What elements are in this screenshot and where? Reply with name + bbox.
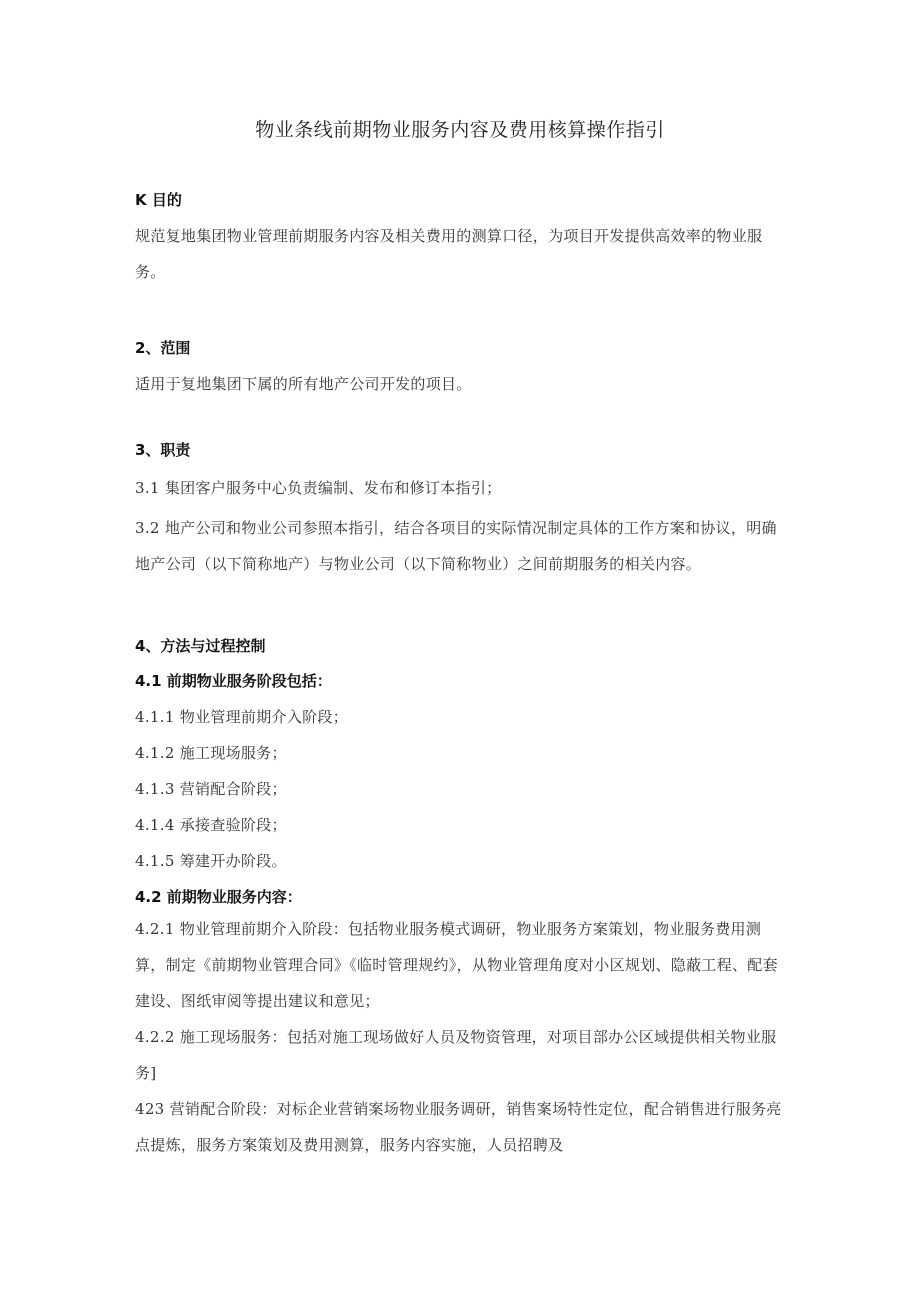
section-4-1-1: 4.1.1 物业管理前期介入阶段； [135, 708, 349, 726]
document-title: 物业条线前期物业服务内容及费用核算操作指引 [255, 119, 665, 141]
section-3-2: 3.2 地产公司和物业公司参照本指引，结合各项目的实际情况制定具体的工作方案和协议，明确地产公司（以下简称地产）与物业公司（以下简称物业）之间前期服务的相关内容。 [135, 519, 777, 573]
section-3-heading: 3、职责 [135, 441, 191, 459]
section-4-2-heading: 4.2 前期物业服务内容： [135, 888, 302, 906]
section-4-1-4: 4.1.4 承接查验阶段； [135, 816, 287, 834]
section-4-1-5: 4.1.5 筹建开办阶段。 [135, 852, 287, 870]
section-1-heading: K 目的 [135, 191, 182, 209]
section-4-1-2: 4.1.2 施工现场服务； [135, 744, 287, 762]
section-4-heading: 4、方法与过程控制 [135, 637, 266, 655]
section-4-1-heading: 4.1 前期物业服务阶段包括： [135, 672, 332, 690]
section-2-body: 适用于复地集团下属的所有地产公司开发的项目。 [135, 375, 472, 393]
section-4-2-1: 4.2.1 物业管理前期介入阶段：包括物业服务模式调研，物业服务方案策划，物业服务费用测算，制定《前期物业管理合同》《临时管理规约》，从物业管理角度对小区规划、隐蔽工程、配套建设、图纸审阅等提出建议和意见； [135, 920, 778, 1010]
section-4-2-3: 423 营销配合阶段：对标企业营销案场物业服务调研，销售案场特性定位，配合销售进行服务亮点提炼，服务方案策划及费用测算，服务内容实施，人员招聘及 [135, 1100, 782, 1154]
section-3-1: 3.1 集团客户服务中心负责编制、发布和修订本指引； [135, 479, 502, 497]
section-1-body: 规范复地集团物业管理前期服务内容及相关费用的测算口径，为项目开发提供高效率的物业服务。 [135, 227, 763, 281]
document-body [135, 188, 785, 1163]
section-2-heading: 2、范围 [135, 339, 191, 357]
section-4-1-3: 4.1.3 营销配合阶段； [135, 780, 287, 798]
section-4-2-2: 4.2.2 施工现场服务：包括对施工现场做好人员及物资管理，对项目部办公区域提供相关物业服务] [135, 1028, 777, 1082]
